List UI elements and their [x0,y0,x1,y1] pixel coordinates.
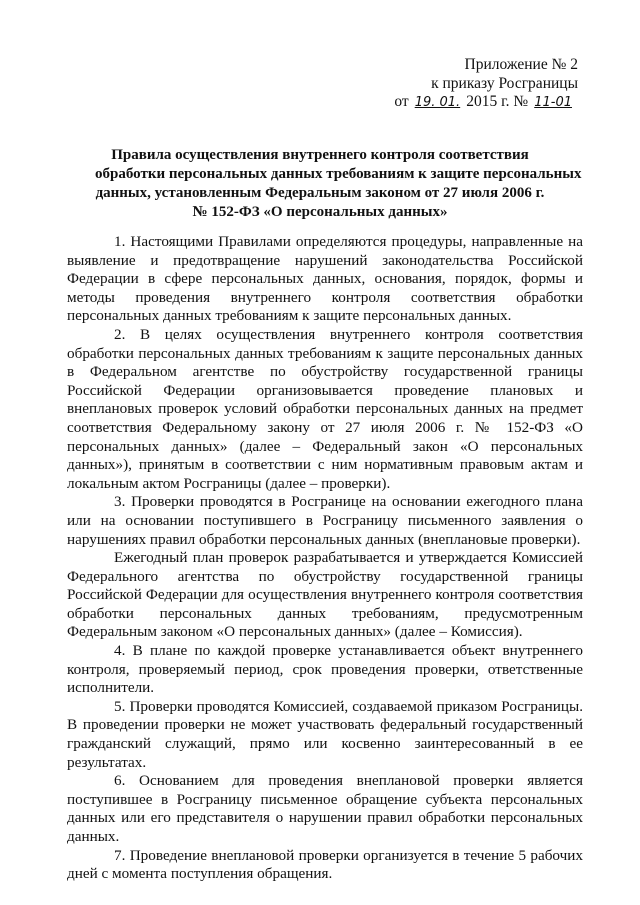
annex-line-1: Приложение № 2 [464,56,578,73]
handwritten-number: 11-01 [534,95,572,110]
document-body [67,233,583,884]
paragraph-4: 4. В плане по каждой проверке устанавливается объект внутреннего контроля, проверяемый период, срок проведения проверки, ответственные исполнители. [67,642,583,697]
paragraph-6: 6. Основанием для проведения внеплановой проверки является поступившее в Росграницу письменное обращение субъекта персональных данных или его представителя о нарушении правил обработки персональных данных. [67,772,583,845]
annex-date-line [378,93,578,113]
paragraph-3: 3. Проверки проводятся в Росгранице на основании ежегодного плана или на основании поступившего в Росграницу письменного заявления о нарушениях правил обработки персональных данных (внеплановые проверки). [67,493,583,548]
annex-date-year: 2015 г. № [466,93,529,110]
paragraph-7: 7. Проведение внеплановой проверки организуется в течение 5 рабочих дней с момента поступления обращения. [67,846,583,883]
paragraph-2: 2. В целях осуществления внутреннего контроля соответствия обработки персональных данных требованиям к защите персональных данных в Федеральном агентстве по обустройству государственной границы Российской Федерации организовывается проведение плановых и внеплановых проверок условий обработки персональных данных на предмет соответствия Федеральному закону от 27 июля 2006 г. № 152-ФЗ «О персональных данных» (далее – Федеральный закон «О персональных данных»), принятым в соответствии с ним нормативным правовым актам и локальным актом Росграницы (далее – проверки). [67,325,583,492]
annex-date-prefix: от [394,93,409,110]
handwritten-date: 19. 01. [414,95,461,110]
title-line-3: данных, установленным Федеральным законом от 27 июля 2006 г. [95,185,545,201]
title-line-4: № 152-ФЗ «О персональных данных» [192,204,448,220]
title-line-1: Правила осуществления внутреннего контроля соответствия [111,147,529,163]
paragraph-3-plan: Ежегодный план проверок разрабатывается и утверждается Комиссией Федерального агентства по обустройству государственной границы Российской Федерации для осуществления внутреннего контроля соответствия обработки персональных данных требованиям, предусмотренным Федеральным законом «О персональных данных» (далее – Комиссия). [67,549,583,641]
paragraph-5: 5. Проверки проводятся Комиссией, создаваемой приказом Росграницы. В проведении проверки не может участвовать федеральный государственный гражданский служащий, прямо или косвенно заинтересованный в ее результатах. [67,697,583,771]
annex-line-2: к приказу Росграницы [431,74,578,92]
paragraph-1: 1. Настоящими Правилами определяются процедуры, направленные на выявление и предотвращение нарушений законодательства Российской Федерации в сфере персональных данных, основания, порядок, формы и методы проведения внутреннего контроля соответствия обработки персональных данных требованиям к защите персональных данных. [67,233,583,325]
annex-header [378,56,578,113]
document-title [95,146,582,222]
title-line-2: обработки персональных данных требованиям к защите персональных [95,166,582,182]
